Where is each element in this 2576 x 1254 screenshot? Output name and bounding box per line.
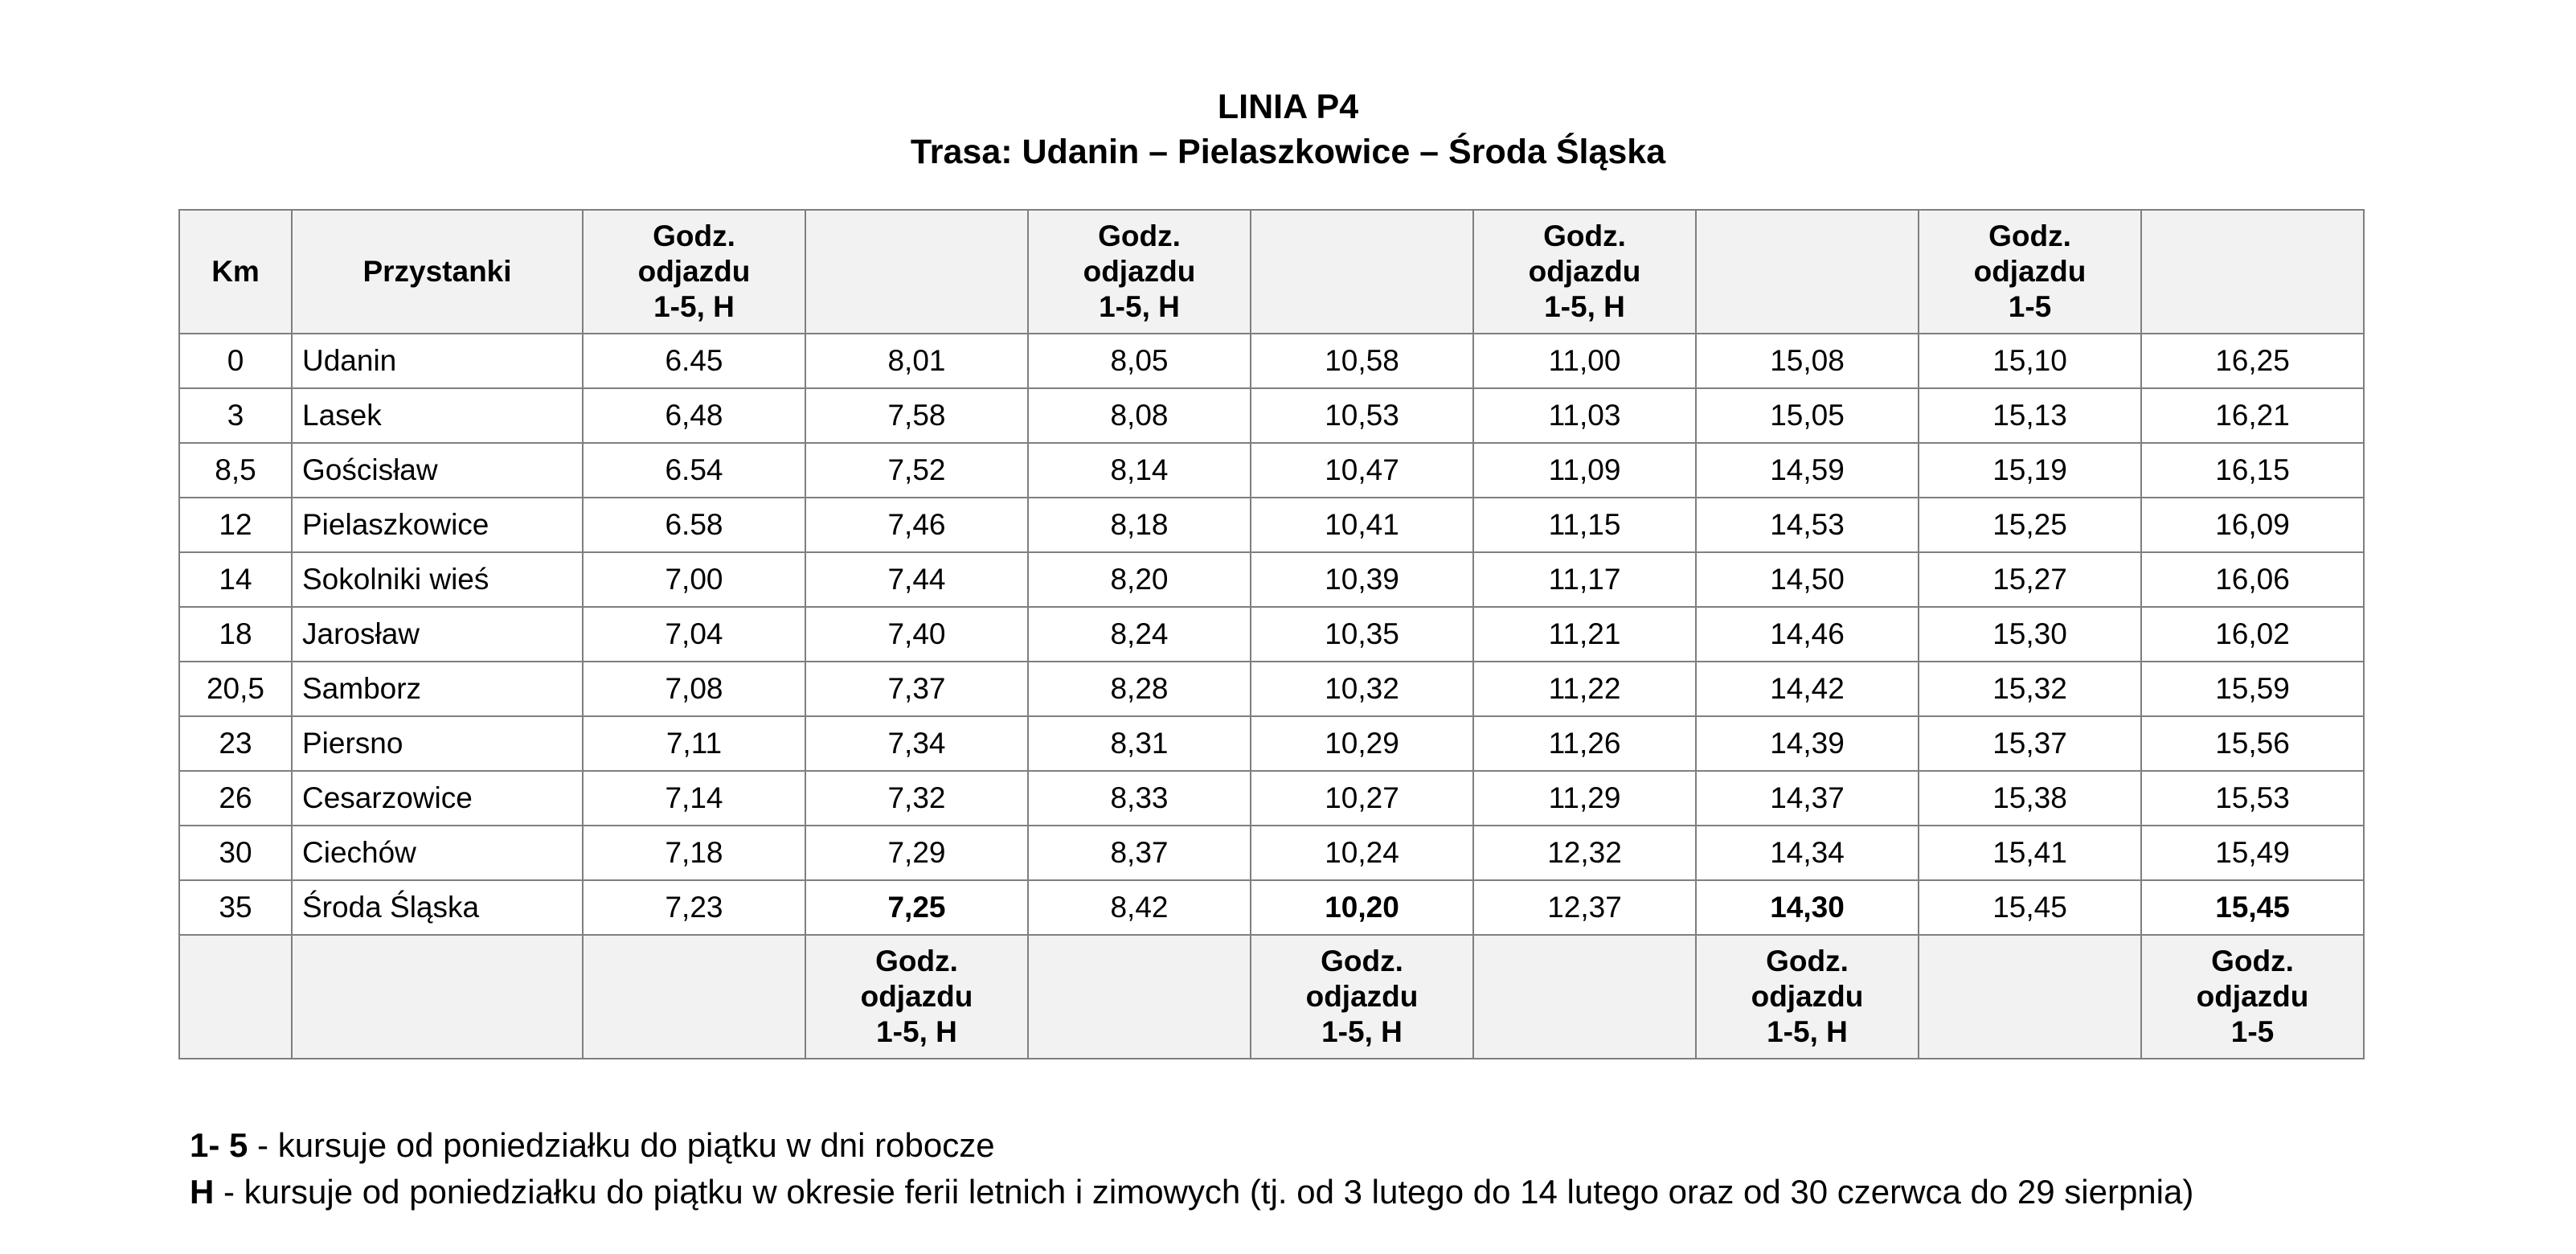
footer-empty-cell bbox=[1473, 935, 1696, 1059]
departure-time-cell: 10,35 bbox=[1251, 607, 1473, 662]
departure-time-cell: 16,06 bbox=[2141, 552, 2364, 607]
header-empty-cell bbox=[1696, 210, 1919, 334]
departure-time-cell: 6.58 bbox=[583, 498, 805, 552]
departure-time-cell: 7,29 bbox=[805, 826, 1028, 880]
departure-time-cell: 14,50 bbox=[1696, 552, 1919, 607]
table-row bbox=[179, 880, 2364, 935]
departure-time-cell: 7,52 bbox=[805, 443, 1028, 498]
header-label: Godz. bbox=[1988, 219, 2071, 252]
departure-time-cell: 15,27 bbox=[1919, 552, 2141, 607]
footer-label: odjazdu bbox=[1751, 980, 1864, 1013]
stop-name-cell: Ciechów bbox=[292, 826, 583, 880]
departure-time-cell: 12,32 bbox=[1473, 826, 1696, 880]
header-label: odjazdu bbox=[1528, 255, 1641, 288]
departure-time-cell: 6,48 bbox=[583, 388, 805, 443]
departure-time-cell: 12,37 bbox=[1473, 880, 1696, 935]
departure-time-cell: 14,30 bbox=[1696, 880, 1919, 935]
departure-time-cell: 8,18 bbox=[1028, 498, 1251, 552]
km-cell: 26 bbox=[179, 771, 292, 826]
departure-time-cell: 14,53 bbox=[1696, 498, 1919, 552]
legend-text: - kursuje od poniedziałku do piątku w okresie ferii letnich i zimowych (tj. od 3 lutego do 14 lutego oraz od 30 czerwca do 29 sierpnia) bbox=[214, 1173, 2194, 1211]
departure-time-cell: 11,29 bbox=[1473, 771, 1696, 826]
footer-row bbox=[179, 935, 2364, 1059]
departure-time-cell: 7,44 bbox=[805, 552, 1028, 607]
departure-time-cell: 8,31 bbox=[1028, 716, 1251, 771]
departure-time-cell: 11,26 bbox=[1473, 716, 1696, 771]
legend bbox=[190, 1122, 2193, 1215]
departure-time-cell: 11,03 bbox=[1473, 388, 1696, 443]
stop-name-cell: Piersno bbox=[292, 716, 583, 771]
departure-time-cell: 15,56 bbox=[2141, 716, 2364, 771]
header-row bbox=[179, 210, 2364, 334]
departure-time-cell: 8,05 bbox=[1028, 334, 1251, 388]
legend-text: - kursuje od poniedziałku do piątku w dni robocze bbox=[248, 1126, 995, 1164]
table-row bbox=[179, 334, 2364, 388]
stop-name-cell: Gościsław bbox=[292, 443, 583, 498]
stop-name-cell: Jarosław bbox=[292, 607, 583, 662]
departure-time-cell: 10,47 bbox=[1251, 443, 1473, 498]
departure-time-cell: 11,21 bbox=[1473, 607, 1696, 662]
footer-departure-1-5-h bbox=[1696, 935, 1919, 1059]
footer-label: Godz. bbox=[1321, 945, 1403, 977]
departure-time-cell: 14,42 bbox=[1696, 662, 1919, 716]
route-subtitle: Trasa: Udanin – Pielaszkowice – Środa Śląska bbox=[910, 133, 1666, 171]
footer-label: 1-5, H bbox=[1767, 1015, 1848, 1048]
departure-time-cell: 15,13 bbox=[1919, 388, 2141, 443]
departure-time-cell: 15,37 bbox=[1919, 716, 2141, 771]
departure-time-cell: 16,15 bbox=[2141, 443, 2364, 498]
departure-time-cell: 7,14 bbox=[583, 771, 805, 826]
departure-time-cell: 7,40 bbox=[805, 607, 1028, 662]
header-departure-1-5-h bbox=[1473, 210, 1696, 334]
table-row bbox=[179, 662, 2364, 716]
title-block bbox=[0, 84, 2576, 174]
departure-time-cell: 15,38 bbox=[1919, 771, 2141, 826]
footer-label: 1-5 bbox=[2230, 1015, 2275, 1048]
footer-label: odjazdu bbox=[860, 980, 973, 1013]
departure-time-cell: 10,41 bbox=[1251, 498, 1473, 552]
footer-label: odjazdu bbox=[2196, 980, 2309, 1013]
departure-time-cell: 8,37 bbox=[1028, 826, 1251, 880]
timetable bbox=[178, 209, 2365, 1059]
footer-label: Godz. bbox=[2211, 945, 2294, 977]
departure-time-cell: 15,19 bbox=[1919, 443, 2141, 498]
departure-time-cell: 14,39 bbox=[1696, 716, 1919, 771]
departure-time-cell: 11,15 bbox=[1473, 498, 1696, 552]
departure-time-cell: 8,14 bbox=[1028, 443, 1251, 498]
departure-time-cell: 7,00 bbox=[583, 552, 805, 607]
header-empty-cell bbox=[2141, 210, 2364, 334]
header-label: Godz. bbox=[653, 219, 735, 252]
table-row bbox=[179, 552, 2364, 607]
footer-empty-cell bbox=[179, 935, 292, 1059]
table-row bbox=[179, 388, 2364, 443]
km-cell: 30 bbox=[179, 826, 292, 880]
footer-label: odjazdu bbox=[1305, 980, 1419, 1013]
table-row bbox=[179, 443, 2364, 498]
stop-name-cell: Udanin bbox=[292, 334, 583, 388]
table-row bbox=[179, 716, 2364, 771]
departure-time-cell: 10,53 bbox=[1251, 388, 1473, 443]
footer-label: 1-5, H bbox=[876, 1015, 957, 1048]
header-label: odjazdu bbox=[1083, 255, 1196, 288]
footer-label: 1-5, H bbox=[1321, 1015, 1403, 1048]
km-cell: 12 bbox=[179, 498, 292, 552]
departure-time-cell: 8,01 bbox=[805, 334, 1028, 388]
departure-time-cell: 8,33 bbox=[1028, 771, 1251, 826]
departure-time-cell: 7,37 bbox=[805, 662, 1028, 716]
departure-time-cell: 8,20 bbox=[1028, 552, 1251, 607]
departure-time-cell: 7,34 bbox=[805, 716, 1028, 771]
footer-label: Godz. bbox=[875, 945, 958, 977]
departure-time-cell: 10,27 bbox=[1251, 771, 1473, 826]
departure-time-cell: 6.54 bbox=[583, 443, 805, 498]
header-departure-1-5-h bbox=[1028, 210, 1251, 334]
departure-time-cell: 10,58 bbox=[1251, 334, 1473, 388]
departure-time-cell: 15,41 bbox=[1919, 826, 2141, 880]
km-cell: 14 bbox=[179, 552, 292, 607]
km-cell: 35 bbox=[179, 880, 292, 935]
header-label: 1-5, H bbox=[653, 290, 735, 323]
stop-name-cell: Samborz bbox=[292, 662, 583, 716]
km-cell: 18 bbox=[179, 607, 292, 662]
departure-time-cell: 11,00 bbox=[1473, 334, 1696, 388]
departure-time-cell: 14,46 bbox=[1696, 607, 1919, 662]
departure-time-cell: 15,45 bbox=[2141, 880, 2364, 935]
departure-time-cell: 11,17 bbox=[1473, 552, 1696, 607]
table-row bbox=[179, 498, 2364, 552]
header-label: Godz. bbox=[1543, 219, 1626, 252]
km-cell: 8,5 bbox=[179, 443, 292, 498]
departure-time-cell: 7,32 bbox=[805, 771, 1028, 826]
departure-time-cell: 6.45 bbox=[583, 334, 805, 388]
header-departure-1-5 bbox=[1919, 210, 2141, 334]
departure-time-cell: 15,53 bbox=[2141, 771, 2364, 826]
table-row bbox=[179, 771, 2364, 826]
header-label: 1-5, H bbox=[1099, 290, 1180, 323]
departure-time-cell: 15,05 bbox=[1696, 388, 1919, 443]
stop-name-cell: Lasek bbox=[292, 388, 583, 443]
km-cell: 23 bbox=[179, 716, 292, 771]
page-title: LINIA P4 bbox=[1217, 88, 1359, 126]
departure-time-cell: 10,32 bbox=[1251, 662, 1473, 716]
departure-time-cell: 7,46 bbox=[805, 498, 1028, 552]
header-empty-cell bbox=[805, 210, 1028, 334]
header-departure-1-5-h bbox=[583, 210, 805, 334]
departure-time-cell: 7,23 bbox=[583, 880, 805, 935]
footer-label: Godz. bbox=[1766, 945, 1849, 977]
departure-time-cell: 10,39 bbox=[1251, 552, 1473, 607]
stop-name-cell: Pielaszkowice bbox=[292, 498, 583, 552]
departure-time-cell: 15,30 bbox=[1919, 607, 2141, 662]
departure-time-cell: 7,08 bbox=[583, 662, 805, 716]
departure-time-cell: 16,09 bbox=[2141, 498, 2364, 552]
departure-time-cell: 7,18 bbox=[583, 826, 805, 880]
header-label: odjazdu bbox=[1973, 255, 2087, 288]
header-label: 1-5, H bbox=[1544, 290, 1625, 323]
departure-time-cell: 15,45 bbox=[1919, 880, 2141, 935]
departure-time-cell: 15,10 bbox=[1919, 334, 2141, 388]
footer-departure-1-5-h bbox=[1251, 935, 1473, 1059]
footer-empty-cell bbox=[1919, 935, 2141, 1059]
table-row bbox=[179, 607, 2364, 662]
departure-time-cell: 11,22 bbox=[1473, 662, 1696, 716]
departure-time-cell: 10,24 bbox=[1251, 826, 1473, 880]
footer-empty-cell bbox=[1028, 935, 1251, 1059]
footer-empty-cell bbox=[583, 935, 805, 1059]
header-label: odjazdu bbox=[637, 255, 751, 288]
stop-name-cell: Sokolniki wieś bbox=[292, 552, 583, 607]
departure-time-cell: 15,59 bbox=[2141, 662, 2364, 716]
departure-time-cell: 8,08 bbox=[1028, 388, 1251, 443]
km-cell: 3 bbox=[179, 388, 292, 443]
departure-time-cell: 7,25 bbox=[805, 880, 1028, 935]
header-label: Godz. bbox=[1098, 219, 1181, 252]
header-km: Km bbox=[179, 210, 292, 334]
departure-time-cell: 7,04 bbox=[583, 607, 805, 662]
stop-name-cell: Środa Śląska bbox=[292, 880, 583, 935]
footer-empty-cell bbox=[292, 935, 583, 1059]
legend-line-holidays bbox=[190, 1169, 2193, 1215]
departure-time-cell: 10,29 bbox=[1251, 716, 1473, 771]
departure-time-cell: 16,25 bbox=[2141, 334, 2364, 388]
km-cell: 20,5 bbox=[179, 662, 292, 716]
legend-key: H bbox=[190, 1173, 215, 1211]
departure-time-cell: 10,20 bbox=[1251, 880, 1473, 935]
departure-time-cell: 15,32 bbox=[1919, 662, 2141, 716]
departure-time-cell: 8,42 bbox=[1028, 880, 1251, 935]
departure-time-cell: 16,21 bbox=[2141, 388, 2364, 443]
departure-time-cell: 14,34 bbox=[1696, 826, 1919, 880]
legend-key: 1- 5 bbox=[190, 1126, 248, 1164]
table-row bbox=[179, 826, 2364, 880]
departure-time-cell: 7,58 bbox=[805, 388, 1028, 443]
departure-time-cell: 15,08 bbox=[1696, 334, 1919, 388]
departure-time-cell: 8,24 bbox=[1028, 607, 1251, 662]
header-stops: Przystanki bbox=[292, 210, 583, 334]
departure-time-cell: 11,09 bbox=[1473, 443, 1696, 498]
departure-time-cell: 15,49 bbox=[2141, 826, 2364, 880]
departure-time-cell: 16,02 bbox=[2141, 607, 2364, 662]
departure-time-cell: 15,25 bbox=[1919, 498, 2141, 552]
header-empty-cell bbox=[1251, 210, 1473, 334]
departure-time-cell: 14,37 bbox=[1696, 771, 1919, 826]
departure-time-cell: 14,59 bbox=[1696, 443, 1919, 498]
stop-name-cell: Cesarzowice bbox=[292, 771, 583, 826]
departure-time-cell: 7,11 bbox=[583, 716, 805, 771]
header-label: 1-5 bbox=[2008, 290, 2052, 323]
footer-departure-1-5 bbox=[2141, 935, 2364, 1059]
km-cell: 0 bbox=[179, 334, 292, 388]
legend-line-weekdays bbox=[190, 1122, 2193, 1169]
departure-time-cell: 8,28 bbox=[1028, 662, 1251, 716]
footer-departure-1-5-h bbox=[805, 935, 1028, 1059]
